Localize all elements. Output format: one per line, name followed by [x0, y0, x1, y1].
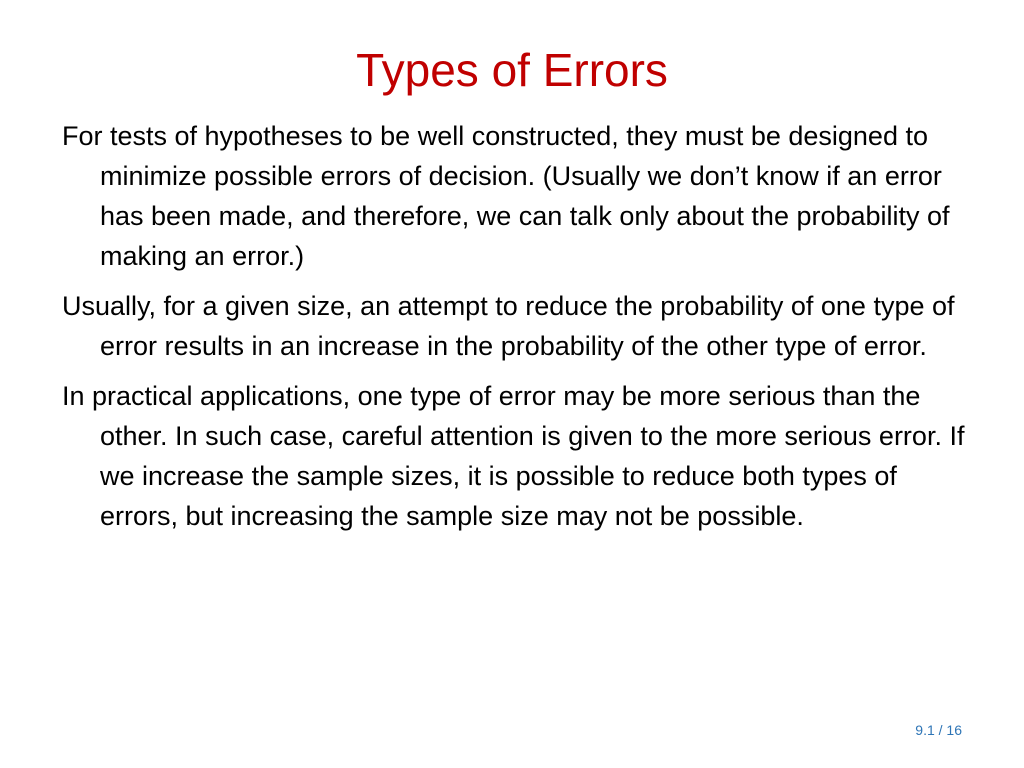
body-paragraph-2: Usually, for a given size, an attempt to reduce the probability of one type of error results in an increase in the probability of the other type of error.: [62, 291, 955, 361]
slide-body: [62, 116, 974, 546]
body-paragraph-1: For tests of hypotheses to be well constructed, they must be designed to minimize possible errors of decision. (Usually we don’t know if an error has been made, and therefore, we can talk only about the probability of making an error.): [62, 121, 950, 271]
slide-title: Types of Errors: [356, 44, 668, 96]
body-paragraph-3: In practical applications, one type of error may be more serious than the other. In such case, careful attention is given to the more serious error. If we increase the sample sizes, it is possible to reduce both types of errors, but increasing the sample size may not be possible.: [62, 381, 965, 531]
slide-page-number: 9.1 / 16: [915, 722, 962, 738]
